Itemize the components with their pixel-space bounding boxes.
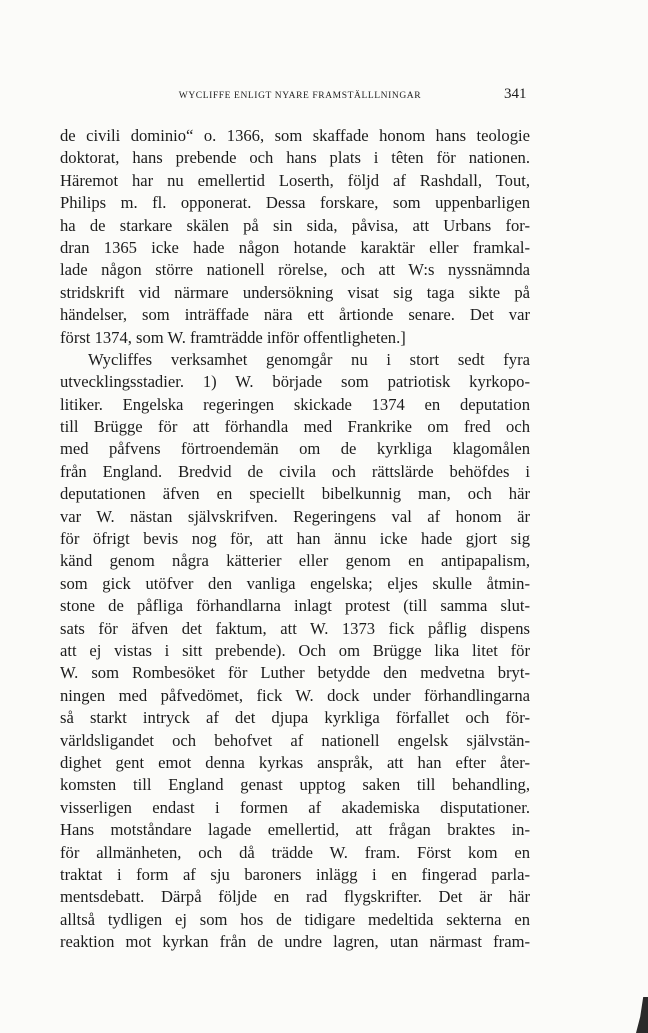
text-line: så starkt intryck af det djupa kyrkliga förfallet och för- <box>60 708 530 728</box>
page-number: 341 <box>504 86 527 102</box>
body-text <box>60 125 530 953</box>
text-line: världsligandet och behofvet af nationell engelsk självstän- <box>60 730 530 750</box>
text-line: stridskrift vid närmare undersökning visat sig taga sikte på <box>60 282 530 302</box>
text-line: deputationen äfven en speciellt bibelkunnig man, och här <box>60 484 530 504</box>
text-line: för allmänheten, och då trädde W. fram. Först kom en <box>60 842 530 862</box>
text-line: alltså tydligen ej som hos de tidigare medeltida sekterna en <box>60 909 530 929</box>
text-line: traktat i form af sju baroners inlägg i en fingerad parla- <box>60 864 530 884</box>
text-line: de civili dominio“ o. 1366, som skaffade honom hans teologie <box>60 126 530 145</box>
text-line: doktorat, hans prebende och hans plats i têten för nationen. <box>60 148 530 168</box>
text-line: sats för äfven det faktum, att W. 1373 fick påflig dispens <box>60 618 530 638</box>
text-line: W. som Rombesöket för Luther betydde den medvetna bryt- <box>60 663 530 683</box>
text-line: ningen med påfvedömet, fick W. dock under förhandlingarna <box>60 685 530 705</box>
text-line: Philips m. fl. opponerat. Dessa forskare, som uppenbarligen <box>60 193 530 213</box>
text-line: för öfrigt bevis nog för, att han ännu icke hade gjort sig <box>60 529 530 549</box>
text-line: som gick utöfver den vanliga engelska; eljes skulle åtmin- <box>60 573 530 593</box>
text-line: var W. nästan självskrifven. Regeringens val af honom är <box>60 506 530 526</box>
text-line: visserligen endast i formen af akademiska disputationer. <box>60 797 530 817</box>
text-line: stone de påfliga förhandlarna inlagt protest (till samma slut- <box>60 596 530 616</box>
text-line: först 1374, som W. framträdde inför offentligheten.] <box>60 327 406 347</box>
text-line: utvecklingsstadier. 1) W. började som patriotisk kyrkopo- <box>60 372 530 392</box>
text-line: dran 1365 icke hade någon hotande karaktär eller framkal- <box>60 237 530 257</box>
text-line: dighet gent emot denna kyrkas anspråk, att han efter åter- <box>60 752 530 772</box>
text-line: lade någon större nationell rörelse, och att W:s nyssnämnda <box>60 260 530 280</box>
page-edge-mark <box>636 997 648 1033</box>
text-line: ha de starkare skälen på sin sida, påvisa, att Urbans for- <box>60 215 530 235</box>
text-line: från England. Bredvid de civila och rättslärde behöfdes i <box>60 461 530 481</box>
text-line: reaktion mot kyrkan från de undre lagren, utan närmast fram- <box>60 932 530 952</box>
text-line: Häremot har nu emellertid Loserth, följd af Rashdall, Tout, <box>60 170 530 190</box>
text-line: till Brügge för att förhandla med Frankrike om fred och <box>60 417 530 437</box>
text-line: litiker. Engelska regeringen skickade 1374 en deputation <box>60 394 530 414</box>
text-line: händelser, som inträffade nära ett årtionde senare. Det var <box>60 305 530 325</box>
text-line: mentsdebatt. Därpå följde en rad flygskrifter. Det är här <box>60 887 530 907</box>
text-line: med påfvens förtroendemän om de kyrkliga klagomålen <box>60 439 530 459</box>
text-line: komsten till England genast upptog saken till behandling, <box>60 775 530 795</box>
text-line: känd genom några kätterier eller genom en antipapalism, <box>60 551 530 571</box>
text-line: Wycliffes verksamhet genomgår nu i stort sedt fyra <box>88 349 530 369</box>
text-line: att ej vistas i sitt prebende). Och om Brügge lika litet för <box>60 640 530 660</box>
text-line: Hans motståndare lagade emellertid, att frågan braktes in- <box>60 820 530 840</box>
running-header: WYCLIFFE ENLIGT NYARE FRAMSTÄLLLNINGAR <box>178 91 422 101</box>
